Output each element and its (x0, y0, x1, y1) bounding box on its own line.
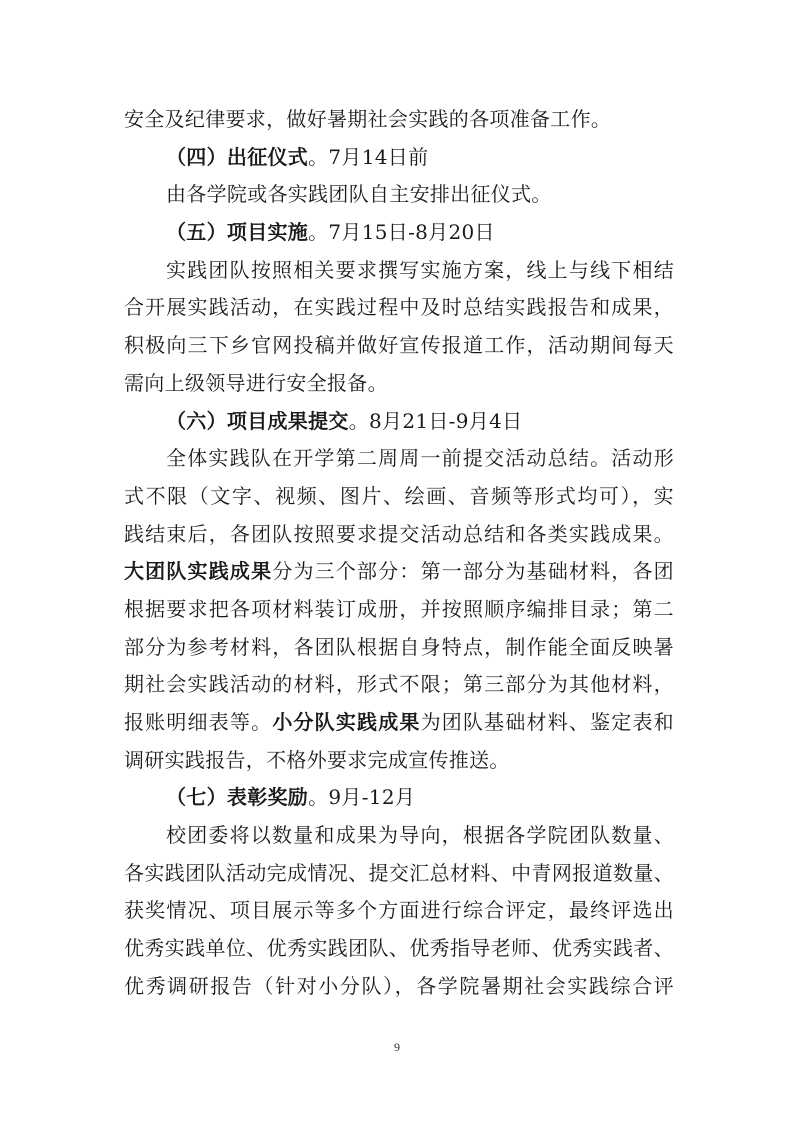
paragraph-line: 优秀调研报告（针对小分队），各学院暑期社会实践综合评 (124, 973, 674, 998)
paragraph-line (124, 704, 674, 742)
heading-date: 。7月14日前 (308, 144, 429, 169)
paragraph-line: 期社会实践活动的材料，形式不限；第三部分为其他材料， (124, 672, 674, 697)
paragraph-line: 安全及纪律要求，做好暑期社会实践的各项准备工作。 (124, 107, 612, 131)
heading-date: 。7月15日-8月20日 (308, 220, 495, 245)
paragraph-line: 全体实践队在开学第二周周一前提交活动总结。活动形 (166, 446, 674, 471)
section-heading-7 (124, 779, 674, 817)
paragraph-line: 积极向三下乡官网投稿并做好宣传报道工作，活动期间每天 (124, 333, 674, 358)
line-text: 为团队基础材料、鉴定表和 (420, 710, 674, 734)
paragraph-line (124, 553, 674, 591)
line-text: 分为三个部分：第一部分为基础材料，各团 (272, 559, 674, 584)
paragraph-line: 由各学院或各实践团队自主安排出征仪式。 (166, 182, 552, 207)
paragraph-line: 调研实践报告，不格外要求完成宣传推送。 (124, 747, 510, 772)
heading-label: （七）表彰奖励 (166, 785, 309, 810)
paragraph-line: 部分为参考材料，各团队根据自身特点，制作能全面反映暑 (124, 634, 674, 659)
bold-term-big-team: 大团队实践成果 (124, 559, 273, 584)
paragraph-line: 实践团队按照相关要求撰写实施方案，线上与线下相结 (166, 257, 674, 282)
bold-term-small-team: 小分队实践成果 (272, 710, 421, 734)
heading-label: （五）项目实施 (166, 220, 309, 245)
paragraph-line: 根据要求把各项材料装订成册，并按照顺序编排目录；第二 (124, 596, 674, 621)
line-text: 报账明细表等。 (124, 710, 273, 734)
heading-date: 。9月-12月 (308, 785, 416, 810)
heading-date: 。8月21日-9月4日 (348, 408, 523, 433)
paragraph-line: 校团委将以数量和成果为导向，根据各学院团队数量、 (166, 823, 674, 848)
paragraph-line: 合开展实践活动，在实践过程中及时总结实践报告和成果， (124, 295, 674, 320)
paragraph-line: 各实践团队活动完成情况、提交汇总材料、中青网报道数量、 (124, 860, 674, 885)
section-heading-5 (124, 214, 674, 252)
heading-label: （六）项目成果提交 (166, 408, 349, 433)
section-heading-6 (124, 403, 674, 441)
body-text (124, 101, 674, 1006)
paragraph-line: 获奖情况、项目展示等多个方面进行综合评定，最终评选出 (124, 898, 674, 923)
paragraph-line: 式不限（文字、视频、图片、绘画、音频等形式均可），实 (124, 483, 674, 508)
section-heading-4 (124, 139, 674, 177)
paragraph-line: 践结束后，各团队按照要求提交活动总结和各类实践成果。 (124, 521, 674, 546)
heading-label: （四）出征仪式 (166, 144, 309, 169)
paragraph-line: 优秀实践单位、优秀实践团队、优秀指导老师、优秀实践者、 (124, 936, 674, 961)
page-number: 9 (394, 1040, 400, 1054)
paragraph-line: 需向上级领导进行安全报备。 (124, 370, 388, 395)
